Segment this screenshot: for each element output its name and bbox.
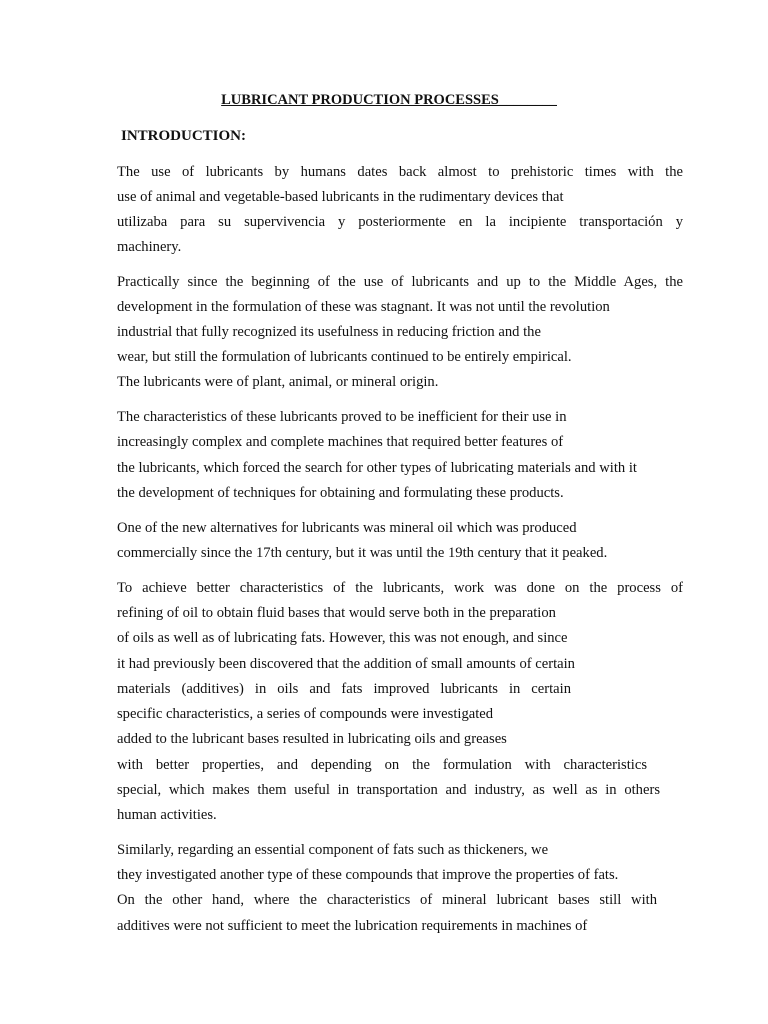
text-line: materials (additives) in oils and fats improved lubricants in certain bbox=[117, 681, 571, 697]
text-line: specific characteristics, a series of compounds were investigated bbox=[117, 706, 494, 722]
text-line: wear, but still the formulation of lubricants continued to be entirely empirical. bbox=[117, 349, 572, 365]
text-line: The lubricants were of plant, animal, or mineral origin. bbox=[117, 374, 439, 390]
text-line: it had previously been discovered that the addition of small amounts of certain bbox=[117, 656, 575, 672]
text-line: human activities. bbox=[117, 807, 217, 823]
text-line: special, which makes them useful in transportation and industry, as well as in others bbox=[117, 782, 660, 798]
text-line: added to the lubricant bases resulted in lubricating oils and greases bbox=[117, 731, 507, 747]
text-line: development in the formulation of these was stagnant. It was not until the revolution bbox=[117, 299, 610, 315]
text-line: they investigated another type of these compounds that improve the properties of fats. bbox=[117, 867, 619, 883]
section-heading: INTRODUCTION: bbox=[121, 128, 247, 144]
text-line: commercially since the 17th century, but it was until the 19th century that it peaked. bbox=[117, 545, 608, 561]
text-line: refining of oil to obtain fluid bases that would serve both in the preparation bbox=[117, 605, 556, 621]
text-line: utilizaba para su supervivencia y posteriormente en la incipiente transportación y bbox=[117, 214, 683, 230]
text-line: One of the new alternatives for lubricants was mineral oil which was produced bbox=[117, 520, 577, 536]
text-line: The characteristics of these lubricants proved to be inefficient for their use in bbox=[117, 409, 567, 425]
text-line: of oils as well as of lubricating fats. However, this was not enough, and since bbox=[117, 630, 568, 646]
document-title: LUBRICANT PRODUCTION PROCESSES________ bbox=[221, 92, 557, 108]
text-line: use of animal and vegetable-based lubricants in the rudimentary devices that bbox=[117, 189, 564, 205]
text-line: On the other hand, where the characteristics of mineral lubricant bases still with bbox=[117, 892, 657, 908]
text-line: Similarly, regarding an essential component of fats such as thickeners, we bbox=[117, 842, 549, 858]
text-line: additives were not sufficient to meet the lubrication requirements in machines of bbox=[117, 918, 588, 934]
text-line: The use of lubricants by humans dates back almost to prehistoric times with the bbox=[117, 164, 683, 180]
text-line: To achieve better characteristics of the lubricants, work was done on the process of bbox=[117, 580, 683, 596]
text-line: industrial that fully recognized its usefulness in reducing friction and the bbox=[117, 324, 541, 340]
text-line: the development of techniques for obtaining and formulating these products. bbox=[117, 485, 564, 501]
text-line: machinery. bbox=[117, 239, 182, 255]
text-line: the lubricants, which forced the search for other types of lubricating materials and with it bbox=[117, 460, 637, 476]
text-line: Practically since the beginning of the use of lubricants and up to the Middle Ages, the bbox=[117, 274, 683, 290]
text-line: with better properties, and depending on the formulation with characteristics bbox=[117, 757, 647, 773]
text-line: increasingly complex and complete machines that required better features of bbox=[117, 434, 564, 450]
